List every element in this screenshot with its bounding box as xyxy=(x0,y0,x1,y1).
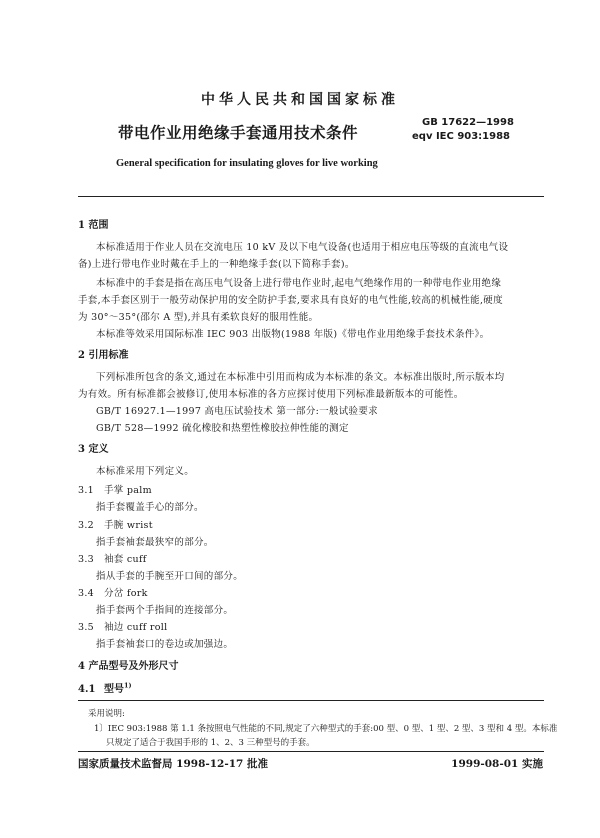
term-number: 3.3 xyxy=(78,554,95,565)
section-1-heading: 1 范围 xyxy=(78,220,109,231)
definition-text: 指手套袖套口的卷边或加强边。 xyxy=(96,639,234,650)
document-title-cn: 带电作业用绝缘手套通用技术条件 xyxy=(118,123,359,142)
section-1-paragraph: 本标准等效采用国际标准 IEC 903 出版物(1988 年版)《带电作业用绝缘手套技术条件》。 xyxy=(96,329,490,340)
definition-text: 指手套两个手指间的连接部分。 xyxy=(96,605,234,616)
definition-term xyxy=(78,517,153,531)
term-name: 手腕 wrist xyxy=(104,520,153,531)
term-name: 袖边 cuff roll xyxy=(104,622,168,633)
definition-term xyxy=(78,585,148,599)
standard-code: GB 17622—1998 xyxy=(422,117,514,128)
issued-date: 国家质量技术监督局 1998-12-17 批准 xyxy=(78,758,268,770)
definition-text: 指手套覆盖手心的部分。 xyxy=(96,502,204,513)
footer-divider xyxy=(78,751,544,752)
term-number: 3.5 xyxy=(78,622,95,633)
reference-item: GB/T 528—1992 硫化橡胶和热塑性橡胶拉伸性能的测定 xyxy=(96,423,349,434)
term-number: 3.2 xyxy=(78,520,95,531)
footnote-marker: 1) xyxy=(124,681,132,690)
section-1-paragraph: 本标准适用于作业人员在交流电压 10 kV 及以下电气设备(也适用于相应电压等级的直流电气设 xyxy=(96,242,509,253)
equivalent-code: eqv IEC 903:1988 xyxy=(412,131,511,142)
national-standard-label: 中华人民共和国国家标准 xyxy=(201,92,399,108)
section-1-paragraph: 为 30°～35°(邵尔 A 型),并具有柔软良好的服用性能。 xyxy=(78,312,319,323)
section-1-paragraph: 备)上进行带电作业时戴在手上的一种绝缘手套(以下简称手套)。 xyxy=(78,259,355,270)
term-number: 3.4 xyxy=(78,588,95,599)
subsection-label: 型号 xyxy=(104,684,124,695)
footnote-title: 采用说明: xyxy=(88,709,125,719)
definition-text: 指手套袖套最狭窄的部分。 xyxy=(96,537,214,548)
section-2-paragraph: 下列标准所包含的条文,通过在本标准中引用而构成为本标准的条文。本标准出版时,所示版本均 xyxy=(96,372,505,383)
document-title-en: General specification for insulating gloves for live working xyxy=(116,158,378,169)
term-name: 袖套 cuff xyxy=(104,554,147,565)
section-4-heading: 4 产品型号及外形尺寸 xyxy=(78,661,179,672)
term-number: 4.1 xyxy=(78,684,96,695)
standard-codes xyxy=(412,116,514,144)
reference-item: GB/T 16927.1—1997 高电压试验技术 第一部分:一般试验要求 xyxy=(96,406,378,417)
definition-term xyxy=(78,482,152,496)
definition-term xyxy=(78,619,167,633)
section-2-paragraph: 为有效。所有标准都会被修订,使用本标准的各方应探讨使用下列标准最新版本的可能性。 xyxy=(78,389,464,400)
footnote-text: 1〕IEC 903:1988 第 1.1 条按照电气性能的不同,规定了六种型式的手套:00 型、0 型、1 型、2 型、3 型和 4 型。本标准 xyxy=(94,724,558,734)
section-1-paragraph: 手套,本手套区别于一般劳动保护用的安全防护手套,要求具有良好的电气性能,较高的机械性能,硬度 xyxy=(78,295,503,306)
effective-date: 1999-08-01 实施 xyxy=(451,758,543,770)
section-3-intro: 本标准采用下列定义。 xyxy=(96,466,195,477)
term-name: 分岔 fork xyxy=(104,588,148,599)
section-2-heading: 2 引用标准 xyxy=(78,350,129,361)
footnote-text: 只规定了适合于我国手形的 1、2、3 三种型号的手套。 xyxy=(106,738,315,748)
term-name: 手掌 palm xyxy=(104,485,152,496)
term-number: 3.1 xyxy=(78,485,95,496)
section-3-heading: 3 定义 xyxy=(78,444,109,455)
subsection-4-1-heading xyxy=(78,680,132,695)
definition-term xyxy=(78,551,147,565)
header-divider xyxy=(78,196,544,197)
footnote-divider xyxy=(78,700,544,701)
definition-text: 指从手套的手腕至开口间的部分。 xyxy=(96,571,244,582)
section-1-paragraph: 本标准中的手套是指在高压电气设备上进行带电作业时,起电气绝缘作用的一种带电作业用绝缘 xyxy=(96,278,502,289)
